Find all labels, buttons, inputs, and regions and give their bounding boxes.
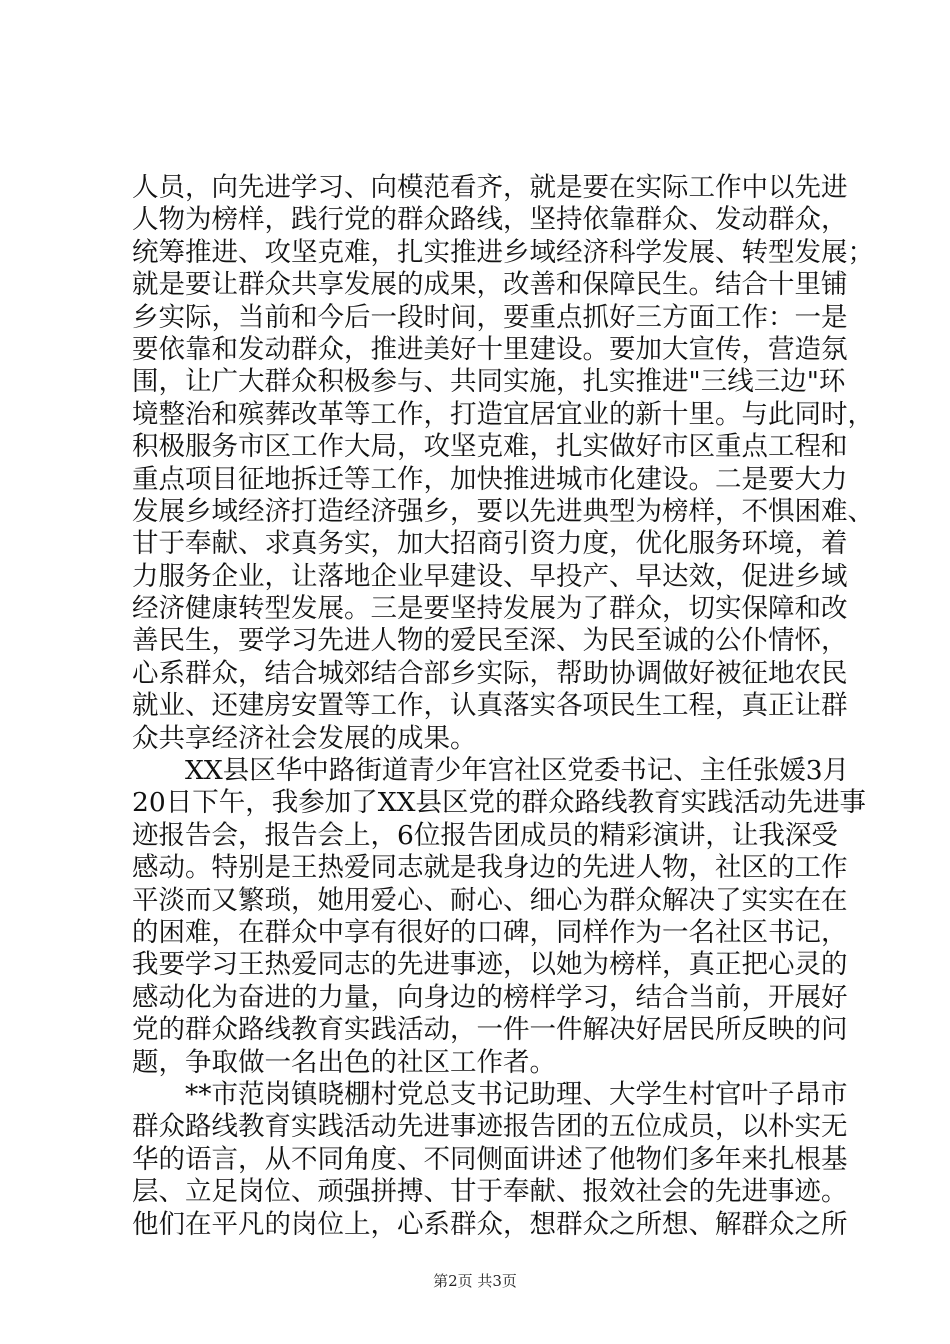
text-line: 华的语言，从不同角度、不同侧面讲述了他物们多年来扎根基 (132, 1143, 848, 1175)
text-line: 题，争取做一名出色的社区工作者。 (132, 1046, 556, 1078)
text-line: 甘于奉献、求真务实，加大招商引资力度，优化服务环境，着 (132, 528, 848, 560)
text-line: 层、立足岗位、顽强拼搏、甘于奉献、报效社会的先进事迹。 (132, 1176, 848, 1208)
text-line: 发展乡域经济打造经济强乡，要以先进典型为榜样，不惧困难、 (132, 495, 874, 527)
text-line: 人员，向先进学习、向模范看齐，就是要在实际工作中以先进 (132, 172, 848, 203)
text-line: 经济健康转型发展。三是要坚持发展为了群众，切实保障和改 (132, 593, 848, 625)
text-line: 境整治和殡葬改革等工作，打造宜居宜业的新十里。与此同时， (132, 398, 874, 430)
text-line: 的困难，在群众中享有很好的口碑，同样作为一名社区书记， (132, 916, 848, 948)
text-line: 迹报告会，报告会上，6位报告团成员的精彩演讲，让我深受 (132, 819, 838, 851)
text-line: **市范岗镇晓棚村党总支书记助理、大学生村官叶子昂市 (185, 1078, 848, 1110)
text-line: 他们在平凡的岗位上，心系群众，想群众之所想、解群众之所 (132, 1208, 848, 1240)
text-line: 感动。特别是王热爱同志就是我身边的先进人物，社区的工作 (132, 852, 848, 884)
text-line: 20日下午，我参加了XX县区党的群众路线教育实践活动先进事 (132, 787, 866, 819)
text-line: 要依靠和发动群众，推进美好十里建设。要加大宣传，营造氛 (132, 333, 848, 365)
text-line: 善民生，要学习先进人物的爱民至深、为民至诚的公仆情怀， (132, 625, 848, 657)
text-line: 重点项目征地拆迁等工作，加快推进城市化建设。二是要大力 (132, 463, 848, 495)
page-number: 第2页 共3页 (433, 1272, 517, 1290)
paragraph-1 (132, 172, 874, 755)
text-line: 平淡而又繁琐，她用爱心、耐心、细心为群众解决了实实在在 (132, 884, 848, 916)
text-line: 积极服务市区工作大局，攻坚克难，扎实做好市区重点工程和 (132, 431, 848, 463)
text-line: 围，让广大群众积极参与、共同实施，扎实推进"三线三边"环 (132, 366, 846, 398)
text-line: 群众路线教育实践活动先进事迹报告团的五位成员，以朴实无 (132, 1111, 848, 1143)
paragraph-2 (132, 755, 866, 1079)
text-line: 众共享经济社会发展的成果。 (132, 722, 477, 754)
text-line: 感动化为奋进的力量，向身边的榜样学习，结合当前，开展好 (132, 981, 848, 1013)
text-line: 心系群众，结合城郊结合部乡实际，帮助协调做好被征地农民 (132, 657, 848, 689)
text-line: 乡实际，当前和今后一段时间，要重点抓好三方面工作：一是 (132, 301, 848, 333)
text-line: 就是要让群众共享发展的成果，改善和保障民生。结合十里铺 (132, 269, 848, 301)
document-body (132, 172, 874, 1241)
text-line: 力服务企业，让落地企业早建设、早投产、早达效，促进乡域 (132, 560, 848, 592)
paragraph-3 (132, 1078, 848, 1241)
text-line: 统筹推进、攻坚克难，扎实推进乡域经济科学发展、转型发展； (132, 236, 874, 268)
page-footer (0, 1270, 950, 1291)
text-line: 党的群众路线教育实践活动，一件一件解决好居民所反映的问 (132, 1014, 848, 1046)
text-line: XX县区华中路街道青少年宫社区党委书记、主任张媛3月 (185, 755, 850, 787)
text-line: 我要学习王热爱同志的先进事迹，以她为榜样，真正把心灵的 (132, 949, 848, 981)
text-line: 就业、还建房安置等工作，认真落实各项民生工程，真正让群 (132, 690, 848, 722)
text-line: 人物为榜样，践行党的群众路线，坚持依靠群众、发动群众， (132, 204, 848, 236)
